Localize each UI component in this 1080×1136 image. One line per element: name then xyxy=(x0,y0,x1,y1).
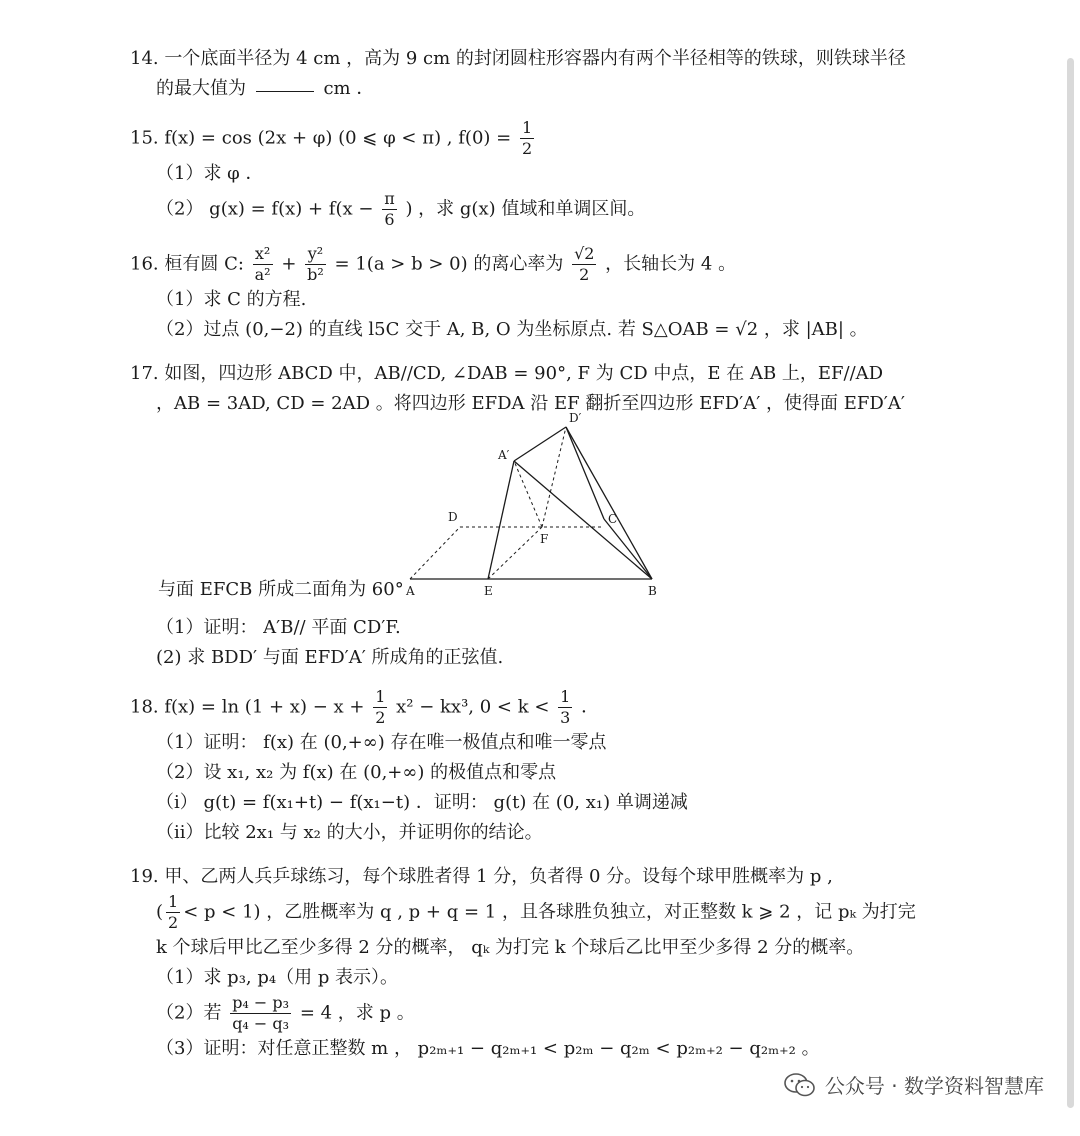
fraction-half xyxy=(166,892,180,933)
q16-part1: （1）求 C 的方程. xyxy=(156,289,307,310)
q15-stem xyxy=(130,118,1010,159)
q19-p2-tail: = 4 ，求 p 。 xyxy=(299,1002,415,1024)
q14-unit: cm ． xyxy=(323,78,375,99)
fraction-half xyxy=(520,118,534,159)
fraction-ratio xyxy=(230,993,291,1034)
frac-num: 1 xyxy=(375,687,386,706)
question-19 xyxy=(130,862,1010,1064)
frac-den: 2 xyxy=(168,913,179,932)
frac-den: b² xyxy=(307,265,324,284)
frac-num: x² xyxy=(253,244,273,265)
label-A: A xyxy=(406,584,415,598)
q19-p2-text: （2）若 xyxy=(156,1002,222,1024)
watermark-text: 公众号 · 数学资料智慧库 xyxy=(824,1074,1044,1098)
folded-quadrilateral-diagram xyxy=(390,409,670,599)
q16-stem-mid: = 1(a > b > 0) 的离心率为 xyxy=(334,253,564,275)
q18-part2: （2）设 x₁, x₂ 为 f(x) 在 (0,+∞) 的极值点和零点 xyxy=(156,762,557,783)
frac-num: π xyxy=(384,189,395,208)
frac-den: 3 xyxy=(560,708,571,727)
q14-text: 的最大值为 xyxy=(156,78,246,99)
q15-part1: （1）求 φ ． xyxy=(156,163,264,184)
document-page xyxy=(130,44,1010,1078)
label-E: E xyxy=(484,584,493,598)
q17-part2: (2) 求 BDD′ 与面 EFD′A′ 所成角的正弦值. xyxy=(156,647,504,668)
q15-p2-text: （2） g(x) = f(x) + f(x − xyxy=(156,198,374,220)
q19-line1: 19. 甲、乙两人兵乒球练习，每个球胜者得 1 分，负者得 0 分。设每个球甲胜概率为 p , xyxy=(130,866,833,887)
q18-part2-i: （i） g(t) = f(x₁+t) − f(x₁−t) ．证明： g(t) 在 (0, x₁) 单调递减 xyxy=(156,792,688,813)
answer-blank xyxy=(256,91,314,92)
frac-den: a² xyxy=(254,265,271,284)
q17-line3: 与面 EFCB 所成二面角为 60° xyxy=(158,579,404,600)
q17-line2: ，AB = 3AD, CD = 2AD 。将四边形 EFDA 沿 EF 翻折至四边形 EFD′A′ ，使得面 EFD′A′ xyxy=(156,393,905,414)
fraction-x2-a2 xyxy=(253,244,273,285)
question-14 xyxy=(130,44,1010,104)
q19-line2-text: < p < 1) ，乙胜概率为 q , p + q = 1 ，且各球胜负独立，对正整数 k ⩾ 2 ，记 pₖ 为打完 xyxy=(183,901,916,923)
q17-part1: （1）证明： A′B// 平面 CD′F. xyxy=(156,617,401,638)
frac-den: 2 xyxy=(521,139,533,158)
frac-num: p₄ − p₃ xyxy=(232,993,290,1012)
q16-stem xyxy=(130,244,1010,285)
edge-A-prime-D-prime xyxy=(514,427,566,461)
plus-sign: + xyxy=(281,253,297,275)
paren-open: ( xyxy=(156,901,164,923)
edge-D-prime-B xyxy=(566,427,652,579)
q19-part2 xyxy=(130,993,1010,1034)
label-B: B xyxy=(648,584,657,598)
q18-part2-ii: （ii）比较 2x₁ 与 x₂ 的大小，并证明你的结论。 xyxy=(156,822,543,843)
q18-stem-text: 18. f(x) = ln (1 + x) − x + xyxy=(130,696,365,718)
edge-EA-prime xyxy=(488,461,514,579)
edge-CB xyxy=(604,519,652,579)
q18-stem-tail: ． xyxy=(581,696,600,718)
q14-line1: 14. 一个底面半径为 4 cm ，高为 9 cm 的封闭圆柱形容器内有两个半径相等的铁球，则铁球半径 xyxy=(130,48,906,69)
edge-D-prime-C xyxy=(566,427,604,519)
fraction-third xyxy=(558,687,572,728)
fraction-half xyxy=(373,687,387,728)
frac-den: q₄ − q₃ xyxy=(232,1014,290,1033)
geometry-figure xyxy=(130,411,1010,613)
q19-line2 xyxy=(130,892,1010,933)
label-A-prime: A′ xyxy=(498,448,510,462)
q15-p2-tail: ) ，求 g(x) 值域和单调区间。 xyxy=(405,198,646,220)
label-F: F xyxy=(540,532,549,546)
fraction-y2-b2 xyxy=(305,244,326,285)
frac-num: 1 xyxy=(168,892,179,911)
q15-part2 xyxy=(130,189,1010,230)
q17-line1: 17. 如图，四边形 ABCD 中，AB//CD, ∠DAB = 90°, F 为 CD 中点，E 在 AB 上，EF//AD xyxy=(130,363,884,384)
q15-stem-text: 15. f(x) = cos (2x + φ) (0 ⩽ φ < π) , f(0) = xyxy=(130,127,512,149)
question-16 xyxy=(130,244,1010,345)
edge-FA-prime xyxy=(514,461,542,527)
frac-den: 2 xyxy=(375,708,386,727)
frac-num: √2 xyxy=(574,244,595,263)
q19-part1: （1）求 p₃, p₄（用 p 表示）。 xyxy=(156,967,399,988)
frac-den: 2 xyxy=(579,265,590,284)
q19-part3: （3）证明：对任意正整数 m ， p₂ₘ₊₁ − q₂ₘ₊₁ < p₂ₘ − q₂ₘ < p₂ₘ₊₂ − q₂ₘ₊₂ 。 xyxy=(156,1038,820,1059)
label-C: C xyxy=(608,512,618,526)
q18-stem xyxy=(130,687,1010,728)
q18-part1: （1）证明： f(x) 在 (0,+∞) 存在唯一极值点和唯一零点 xyxy=(156,732,607,753)
q16-stem-text: 16. 桓有圆 C: xyxy=(130,253,244,275)
edge-AD xyxy=(410,527,460,579)
q14-line2 xyxy=(130,74,1010,104)
watermark xyxy=(783,1070,1044,1099)
q16-part2: （2）过点 (0,−2) 的直线 l5C 交于 A, B, O 为坐标原点. 若 S△OAB = √2 ，求 |AB| 。 xyxy=(156,319,868,340)
edge-FD-prime xyxy=(542,427,566,527)
frac-num: 1 xyxy=(560,687,571,706)
frac-num: y² xyxy=(305,244,326,265)
q16-stem-tail: ，长轴长为 4 。 xyxy=(605,253,737,275)
edge-EF xyxy=(488,527,542,579)
question-18 xyxy=(130,687,1010,848)
question-15 xyxy=(130,118,1010,230)
label-D: D xyxy=(448,510,458,524)
frac-den: 6 xyxy=(384,210,395,229)
fraction-pi-6 xyxy=(382,189,397,230)
label-D-prime: D′ xyxy=(569,411,582,425)
q19-line3: k 个球后甲比乙至少多得 2 分的概率， qₖ 为打完 k 个球后乙比甲至少多得 2 分的概率。 xyxy=(156,937,865,958)
fraction-eccentricity xyxy=(572,244,596,285)
frac-num: 1 xyxy=(521,118,533,137)
q18-stem-mid: x² − kx³, 0 < k < xyxy=(396,696,550,718)
question-17 xyxy=(130,359,1010,673)
edge-A-prime-B xyxy=(514,461,652,579)
scrollbar[interactable] xyxy=(1067,58,1074,1108)
wechat-icon xyxy=(783,1072,817,1098)
